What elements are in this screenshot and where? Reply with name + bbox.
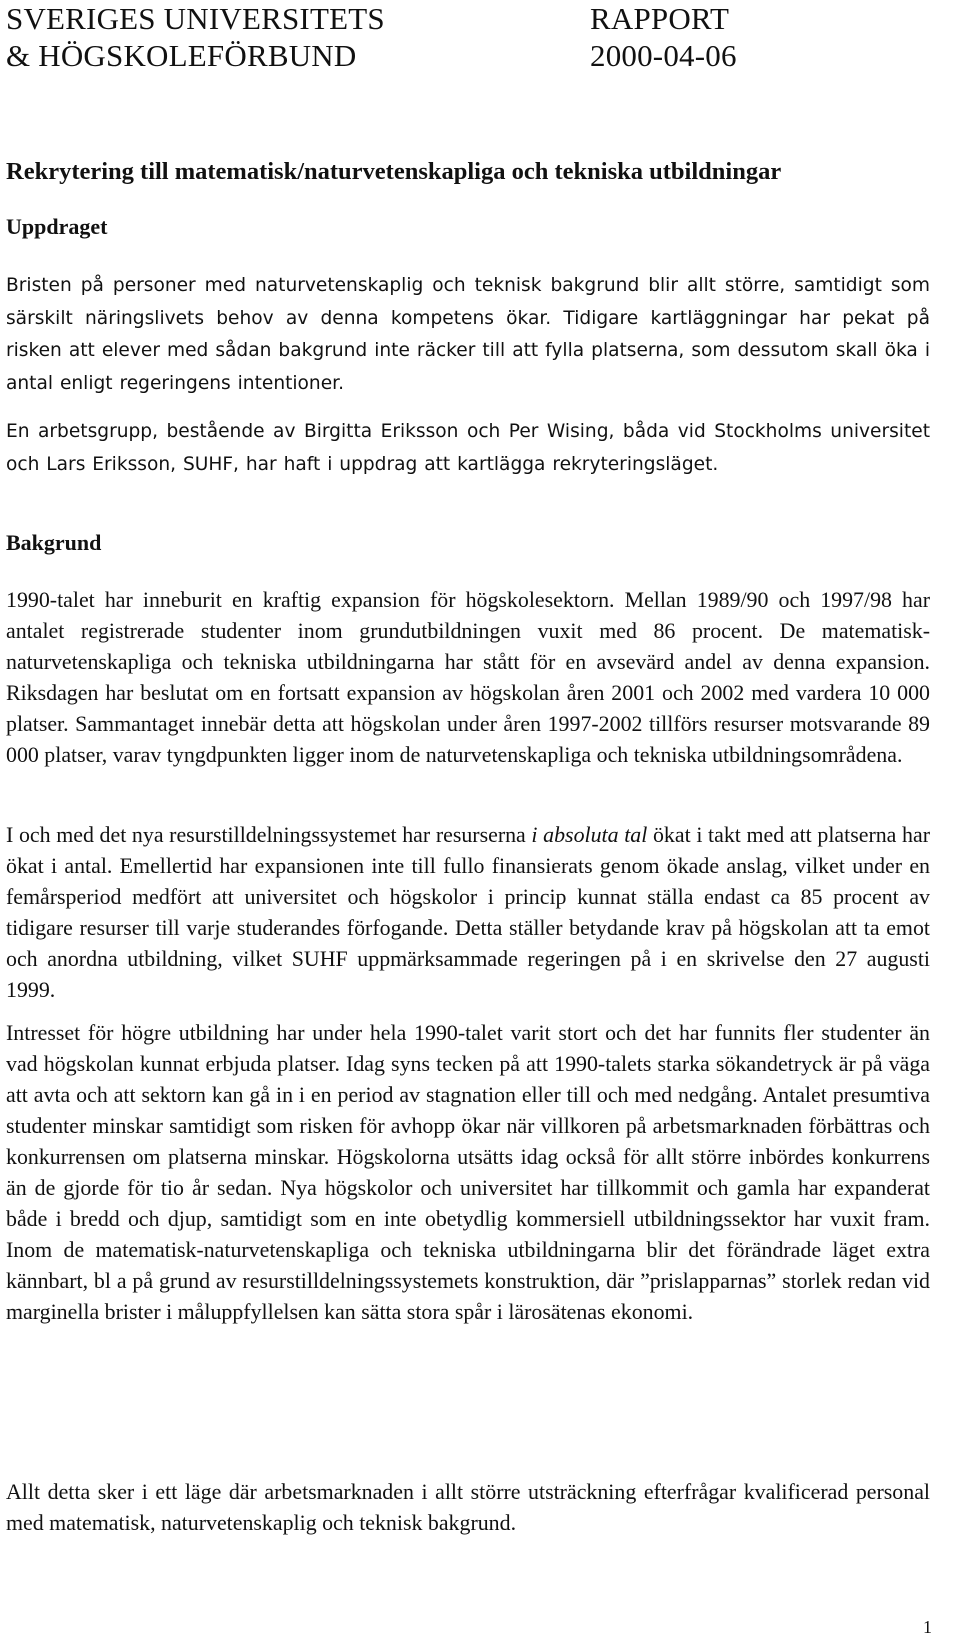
- paragraph-bakgrund-3: Intresset för högre utbildning har under hela 1990-talet varit stort och det har funnits fler studenter än vad högskolan kunnat erbjuda platser. Idag syns tecken på att 1990-talets starka sökandetryck är på väga att avta och att sektorn kan gå in i en period av stagnation eller till och med nedgång. Antalet presumtiva studenter minskar samtidigt som risken för avhopp ökar när villkoren på arbetsmarknaden förbättras och konkurrensen om platserna minskar. Högskolorna utsätts idag också för allt större inbördes konkurrens än de gjorde för tio år sedan. Nya högskolor och universitet har tillkommit och gamla har expanderat både i bredd och djup, samtidigt som en inte obetydlig kommersiell utbildningssektor har vuxit fram. Inom de matematisk-naturvetenskapliga och tekniska utbildningarna blir det förändrade läget extra kännbart, bl a på grund av resurstilldelningssystemets konstruktion, där ”prislapparnas” storlek redan vid marginella brister i måluppfyllelsen kan sätta stora spår i lärosätenas ekonomi.: [6, 1020, 930, 1324]
- report-date: 2000-04-06: [590, 38, 737, 73]
- paragraph-bakgrund-1: 1990-talet har inneburit en kraftig expansion för högskolesektorn. Mellan 1989/90 och 1997/98 har antalet registrerade studenter inom grundutbildningen vuxit med 86 procent. De matematisk-naturvetenskapliga och tekniska utbildningarna har stått för en avsevärd andel av denna expansion. Riksdagen har beslutat om en fortsatt expansion av högskolan åren 2001 och 2002 med vardera 10 000 platser. Sammantaget innebär detta att högskolan under åren 1997-2002 tillförs resurser motsvarande 89 000 platser, varav tyngdpunkten ligger inom de naturvetenskapliga och tekniska utbildningsområdena.: [6, 587, 930, 767]
- report-info: [590, 0, 737, 74]
- section-heading-bakgrund: Bakgrund: [6, 530, 102, 555]
- paragraph-bakgrund-2-start: I och med det nya resurstilldelningssystemet har resurserna: [6, 822, 532, 847]
- organization-line-2: & HÖGSKOLEFÖRBUND: [6, 38, 357, 73]
- paragraph-bakgrund-2-end: ökat i takt med att platserna har ökat i antal. Emellertid har expansionen inte till fullo finansierats genom ökade anslag, vilket under en femårsperiod medfört att universitet och högskolor i princip kunnat ställa endast ca 85 procent av tidigare resurser till varje studerandes förfogande. Detta ställer betydande krav på högskolan att ta emot och anordna utbildning, vilket SUHF uppmärksammade regeringen på i en skrivelse den 27 augusti 1999.: [6, 822, 930, 1002]
- emphasis-absoluta-tal: i absoluta tal: [531, 822, 648, 847]
- document-title: Rekrytering till matematisk/naturvetenskapliga och tekniska utbildningar: [6, 158, 782, 185]
- paragraph-uppdraget-1: Bristen på personer med naturvetenskaplig och teknisk bakgrund blir allt större, samtidigt som särskilt näringslivets behov av denna kompetens ökar. Tidigare kartläggningar har pekat på risken att elever med sådan bakgrund inte räcker till att fylla platserna, som dessutom skall öka i antal enligt regeringens intentioner.: [6, 275, 930, 394]
- paragraph-uppdraget-2: En arbetsgrupp, bestående av Birgitta Eriksson och Per Wising, båda vid Stockholms universitet och Lars Eriksson, SUHF, har haft i uppdrag att kartlägga rekryteringsläget.: [6, 421, 930, 475]
- organization-line-1: SVERIGES UNIVERSITETS: [6, 1, 385, 36]
- report-label: RAPPORT: [590, 1, 730, 36]
- paragraph-bakgrund-2: [6, 819, 930, 1005]
- organization-name: [6, 0, 385, 74]
- section-heading-uppdraget: Uppdraget: [6, 214, 108, 239]
- paragraph-bakgrund-4: Allt detta sker i ett läge där arbetsmarknaden i allt större utsträckning efterfrågar kvalificerad personal med matematisk, naturvetenskaplig och teknisk bakgrund.: [6, 1479, 930, 1535]
- page-number: 1: [923, 1617, 932, 1637]
